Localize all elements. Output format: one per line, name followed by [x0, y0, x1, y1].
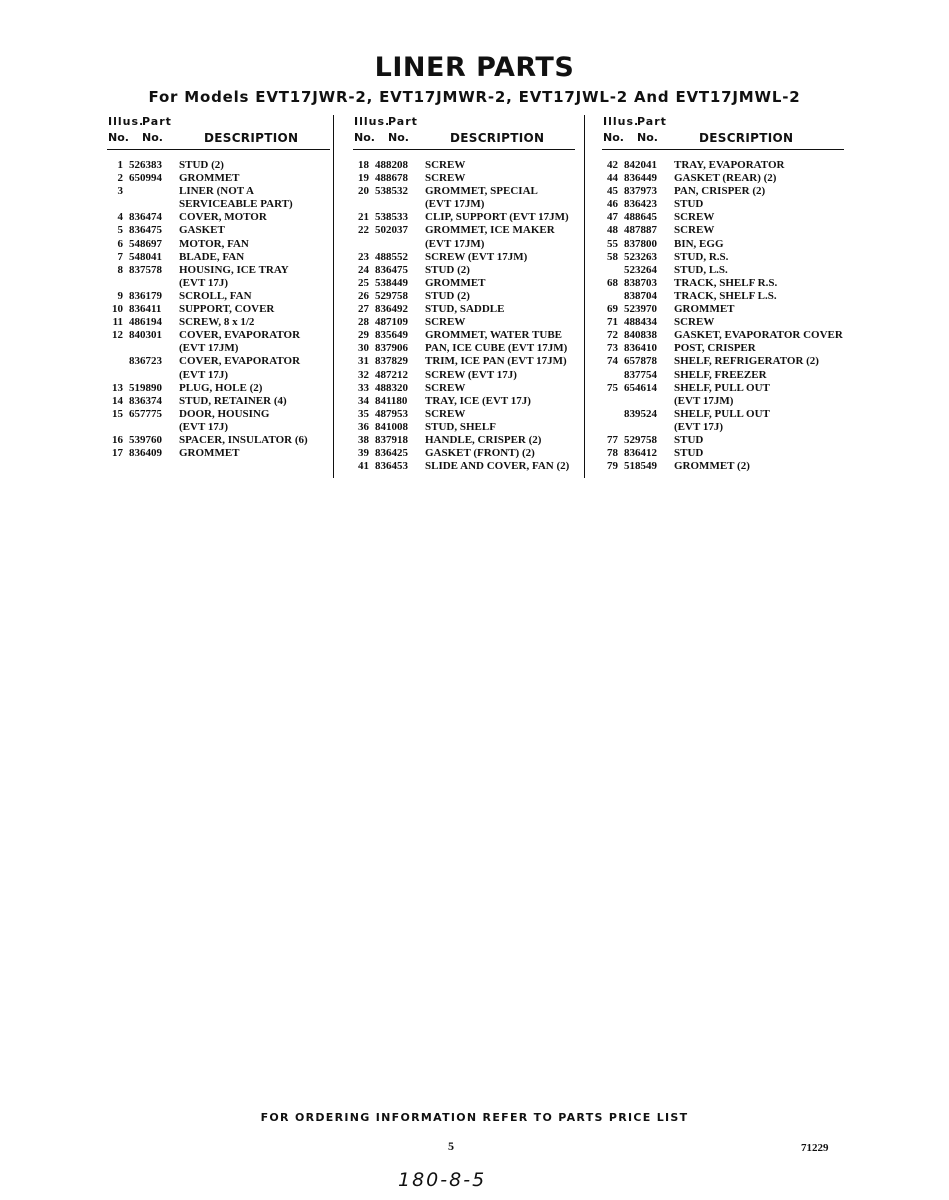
part-description: GASKET (REAR) (2) — [674, 172, 777, 185]
part-number: 538533 — [375, 211, 408, 224]
part-number: 842041 — [624, 159, 657, 171]
part-number: 502037 — [375, 224, 408, 237]
table-row — [107, 329, 330, 342]
part-description: (EVT 17J) — [674, 420, 723, 433]
illus-number: 75 — [607, 381, 618, 394]
header-description: DESCRIPTION — [204, 131, 299, 145]
header-part: Part — [142, 115, 172, 128]
part-number: 836453 — [375, 460, 408, 473]
header-part: Part — [637, 115, 667, 128]
illus-number: 17 — [112, 447, 123, 460]
table-row — [602, 251, 844, 264]
part-number: 488208 — [375, 159, 408, 171]
table-row — [107, 211, 330, 224]
column-header — [602, 113, 844, 150]
part-description: (EVT 17J) — [179, 368, 228, 381]
table-row — [602, 421, 844, 434]
part-description: SCREW — [425, 381, 466, 394]
part-number: 523264 — [624, 263, 657, 276]
part-number: 488678 — [375, 172, 408, 185]
table-row — [353, 434, 575, 447]
part-number: 548041 — [129, 250, 162, 263]
parts-list — [107, 159, 330, 460]
table-row — [602, 342, 844, 355]
illus-number: 19 — [358, 172, 369, 185]
illus-number: 16 — [112, 433, 123, 446]
part-number: 488552 — [375, 250, 408, 263]
column-header — [353, 113, 575, 150]
part-number: 529758 — [624, 433, 657, 446]
part-number: 836449 — [624, 172, 657, 185]
column-header — [107, 113, 330, 150]
part-description: GROMMET, ICE MAKER — [425, 224, 555, 237]
part-description: GROMMET — [179, 172, 240, 185]
table-row — [602, 355, 844, 368]
parts-column-1 — [107, 113, 330, 460]
illus-number: 13 — [112, 381, 123, 394]
part-description: STUD, SHELF — [425, 420, 496, 433]
table-row — [602, 172, 844, 185]
part-number: 526383 — [129, 159, 162, 171]
part-description: (EVT 17JM) — [674, 394, 734, 407]
part-number: 519890 — [129, 381, 162, 394]
part-number: 835649 — [375, 329, 408, 342]
part-number: 836409 — [129, 447, 162, 460]
part-number: 657878 — [624, 355, 657, 368]
part-number: 840301 — [129, 329, 162, 342]
table-row — [602, 211, 844, 224]
illus-number: 78 — [607, 447, 618, 460]
part-description: SCREW — [674, 211, 715, 224]
illus-number: 48 — [607, 224, 618, 237]
part-description: (EVT 17JM) — [179, 342, 239, 355]
table-row — [107, 264, 330, 277]
part-description: COVER, EVAPORATOR — [179, 355, 301, 368]
illus-number: 15 — [112, 407, 123, 420]
handwritten-note: 180-8-5 — [398, 1169, 487, 1191]
part-description: SCREW — [425, 316, 466, 329]
table-row — [107, 303, 330, 316]
illus-number: 3 — [117, 185, 123, 198]
table-row — [353, 290, 575, 303]
part-description: LINER (NOT A — [179, 185, 254, 198]
illus-number: 24 — [358, 263, 369, 276]
part-number: 836423 — [624, 198, 657, 211]
table-row — [602, 264, 844, 277]
part-description: SCREW — [674, 224, 715, 237]
part-description: SCREW (EVT 17JM) — [425, 250, 528, 263]
header-illus-no: No. — [603, 131, 624, 144]
table-row — [353, 329, 575, 342]
illus-number: 27 — [358, 303, 369, 316]
illus-number: 45 — [607, 185, 618, 198]
table-row — [602, 290, 844, 303]
part-number: 657775 — [129, 407, 162, 420]
part-number: 538449 — [375, 276, 408, 289]
part-number: 841008 — [375, 420, 408, 433]
illus-number: 58 — [607, 250, 618, 263]
parts-list — [353, 159, 575, 473]
part-number: 837918 — [375, 433, 408, 446]
part-description: STUD, R.S. — [674, 250, 729, 263]
page-subtitle: For Models EVT17JWR-2, EVT17JMWR-2, EVT17JWL-2 And EVT17JMWL-2 — [148, 88, 801, 106]
part-number: 836412 — [624, 447, 657, 460]
part-number: 836179 — [129, 289, 162, 302]
table-row — [602, 238, 844, 251]
parts-list — [602, 159, 844, 473]
table-row — [353, 395, 575, 408]
illus-number: 22 — [358, 224, 369, 237]
table-row — [107, 408, 330, 421]
table-row — [107, 290, 330, 303]
part-number: 836374 — [129, 394, 162, 407]
illus-number: 1 — [117, 159, 123, 171]
part-number: 838703 — [624, 276, 657, 289]
table-row — [353, 211, 575, 224]
part-description: SHELF, PULL OUT — [674, 381, 770, 394]
illus-number: 44 — [607, 172, 618, 185]
part-number: 487109 — [375, 316, 408, 329]
table-row — [353, 460, 575, 473]
table-row — [107, 342, 330, 355]
part-number: 488645 — [624, 211, 657, 224]
part-description: (EVT 17JM) — [425, 237, 485, 250]
part-number: 837800 — [624, 237, 657, 250]
part-description: GASKET — [179, 224, 225, 237]
table-row — [602, 460, 844, 473]
part-number: 654614 — [624, 381, 657, 394]
illus-number: 32 — [358, 368, 369, 381]
part-number: 487212 — [375, 368, 408, 381]
part-description: SPACER, INSULATOR (6) — [179, 433, 308, 446]
table-row — [107, 316, 330, 329]
illus-number: 14 — [112, 394, 123, 407]
illus-number: 34 — [358, 394, 369, 407]
part-description: SCREW, 8 x 1/2 — [179, 316, 255, 329]
part-description: STUD — [674, 433, 704, 446]
part-number: 840838 — [624, 329, 657, 342]
table-row — [602, 447, 844, 460]
table-row — [107, 434, 330, 447]
part-description: COVER, EVAPORATOR — [179, 329, 301, 342]
part-number: 518549 — [624, 460, 657, 473]
part-number: 548697 — [129, 237, 162, 250]
part-description: STUD — [674, 198, 704, 211]
table-row — [353, 355, 575, 368]
part-description: COVER, MOTOR — [179, 211, 267, 224]
column-divider-1 — [333, 115, 334, 478]
part-description: SCREW — [425, 407, 466, 420]
part-description: TRIM, ICE PAN (EVT 17JM) — [425, 355, 567, 368]
part-number: 836474 — [129, 211, 162, 224]
part-description: STUD, SADDLE — [425, 303, 505, 316]
part-number: 836475 — [129, 224, 162, 237]
part-number: 837754 — [624, 368, 657, 381]
part-description: SERVICEABLE PART) — [179, 198, 293, 211]
illus-number: 46 — [607, 198, 618, 211]
part-description: POST, CRISPER — [674, 342, 756, 355]
part-description: STUD (2) — [179, 159, 224, 171]
table-row — [602, 434, 844, 447]
part-description: STUD (2) — [425, 263, 470, 276]
parts-column-2 — [353, 113, 575, 473]
part-description: PAN, CRISPER (2) — [674, 185, 766, 198]
column-divider-2 — [584, 115, 585, 478]
part-description: SHELF, REFRIGERATOR (2) — [674, 355, 819, 368]
part-description: SHELF, PULL OUT — [674, 407, 770, 420]
illus-number: 41 — [358, 460, 369, 473]
part-description: STUD (2) — [425, 289, 470, 302]
header-description: DESCRIPTION — [699, 131, 794, 145]
part-description: GROMMET, WATER TUBE — [425, 329, 563, 342]
table-row — [107, 238, 330, 251]
part-description: STUD — [674, 447, 704, 460]
table-row — [602, 224, 844, 237]
table-row — [353, 447, 575, 460]
illus-number: 29 — [358, 329, 369, 342]
illus-number: 73 — [607, 342, 618, 355]
part-number: 650994 — [129, 172, 162, 185]
illus-number: 47 — [607, 211, 618, 224]
part-description: DOOR, HOUSING — [179, 407, 270, 420]
part-description: SHELF, FREEZER — [674, 368, 767, 381]
illus-number: 11 — [112, 316, 123, 329]
part-description: CLIP, SUPPORT (EVT 17JM) — [425, 211, 569, 224]
illus-number: 35 — [358, 407, 369, 420]
table-row — [602, 369, 844, 382]
table-row — [602, 316, 844, 329]
part-number: 837578 — [129, 263, 162, 276]
part-description: PAN, ICE CUBE (EVT 17JM) — [425, 342, 568, 355]
part-description: TRAY, EVAPORATOR — [674, 159, 785, 171]
part-description: (EVT 17J) — [179, 276, 228, 289]
part-description: (EVT 17JM) — [425, 198, 485, 211]
part-description: GROMMET, SPECIAL — [425, 185, 538, 198]
illus-number: 69 — [607, 303, 618, 316]
part-number: 539760 — [129, 433, 162, 446]
table-row — [353, 369, 575, 382]
parts-column-3 — [602, 113, 844, 473]
page-title: LINER PARTS — [374, 52, 575, 83]
table-row — [107, 382, 330, 395]
table-row — [602, 329, 844, 342]
header-illus-no: No. — [108, 131, 129, 144]
part-number: 488320 — [375, 381, 408, 394]
part-description: SCREW — [674, 316, 715, 329]
part-number: 837906 — [375, 342, 408, 355]
part-description: MOTOR, FAN — [179, 237, 249, 250]
part-number: 836492 — [375, 303, 408, 316]
part-number: 841180 — [375, 394, 408, 407]
table-row — [107, 172, 330, 185]
part-description: SCREW (EVT 17J) — [425, 368, 517, 381]
part-description: STUD, L.S. — [674, 263, 728, 276]
table-row — [107, 421, 330, 434]
header-illus: Illus. — [354, 115, 391, 128]
illus-number: 36 — [358, 420, 369, 433]
part-number: 529758 — [375, 289, 408, 302]
header-description: DESCRIPTION — [450, 131, 545, 145]
illus-number: 71 — [607, 316, 618, 329]
table-row — [602, 395, 844, 408]
table-row — [602, 159, 844, 172]
illus-number: 10 — [112, 303, 123, 316]
illus-number: 33 — [358, 381, 369, 394]
part-number: 487887 — [624, 224, 657, 237]
table-row — [353, 408, 575, 421]
part-number: 538532 — [375, 185, 408, 198]
table-row — [353, 382, 575, 395]
part-description: GROMMET — [425, 276, 486, 289]
part-description: (EVT 17J) — [179, 420, 228, 433]
illus-number: 20 — [358, 185, 369, 198]
illus-number: 31 — [358, 355, 369, 368]
illus-number: 18 — [358, 159, 369, 171]
part-description: SCREW — [425, 159, 466, 171]
table-row — [353, 342, 575, 355]
table-row — [353, 264, 575, 277]
header-part-no: No. — [388, 131, 409, 144]
part-description: GASKET (FRONT) (2) — [425, 447, 535, 460]
table-row — [107, 277, 330, 290]
header-part-no: No. — [142, 131, 163, 144]
table-row — [353, 251, 575, 264]
part-description: SCROLL, FAN — [179, 289, 252, 302]
illus-number: 28 — [358, 316, 369, 329]
header-part-no: No. — [637, 131, 658, 144]
illus-number: 7 — [117, 250, 123, 263]
part-description: TRACK, SHELF L.S. — [674, 289, 777, 302]
header-illus-no: No. — [354, 131, 375, 144]
table-row — [353, 421, 575, 434]
table-row — [107, 395, 330, 408]
part-number: 523970 — [624, 303, 657, 316]
illus-number: 2 — [117, 172, 123, 185]
illus-number: 74 — [607, 355, 618, 368]
part-description: SLIDE AND COVER, FAN (2) — [425, 460, 570, 473]
table-row — [107, 224, 330, 237]
part-description: STUD, RETAINER (4) — [179, 394, 287, 407]
part-description: PLUG, HOLE (2) — [179, 381, 263, 394]
illus-number: 79 — [607, 460, 618, 473]
page-number: 5 — [448, 1139, 454, 1153]
table-row — [353, 238, 575, 251]
part-number: 836425 — [375, 447, 408, 460]
illus-number: 6 — [117, 237, 123, 250]
part-number: 836475 — [375, 263, 408, 276]
illus-number: 9 — [117, 289, 123, 302]
table-row — [602, 382, 844, 395]
part-description: GASKET, EVAPORATOR COVER — [674, 329, 843, 342]
part-description: HOUSING, ICE TRAY — [179, 263, 289, 276]
part-description: HANDLE, CRISPER (2) — [425, 433, 542, 446]
illus-number: 21 — [358, 211, 369, 224]
part-number: 837829 — [375, 355, 408, 368]
header-illus: Illus. — [108, 115, 145, 128]
illus-number: 39 — [358, 447, 369, 460]
part-description: TRACK, SHELF R.S. — [674, 276, 778, 289]
table-row — [107, 159, 330, 172]
part-description: GROMMET (2) — [674, 460, 750, 473]
illus-number: 77 — [607, 433, 618, 446]
part-number: 487953 — [375, 407, 408, 420]
table-row — [353, 224, 575, 237]
part-number: 836410 — [624, 342, 657, 355]
part-description: BIN, EGG — [674, 237, 724, 250]
ordering-note: FOR ORDERING INFORMATION REFER TO PARTS PRICE LIST — [260, 1111, 689, 1124]
header-part: Part — [388, 115, 418, 128]
part-description: TRAY, ICE (EVT 17J) — [425, 394, 531, 407]
table-row — [353, 172, 575, 185]
illus-number: 55 — [607, 237, 618, 250]
illus-number: 23 — [358, 250, 369, 263]
part-number: 488434 — [624, 316, 657, 329]
illus-number: 5 — [117, 224, 123, 237]
part-number: 836411 — [129, 303, 162, 316]
illus-number: 30 — [358, 342, 369, 355]
table-row — [353, 185, 575, 198]
part-number: 486194 — [129, 316, 162, 329]
part-description: BLADE, FAN — [179, 250, 245, 263]
illus-number: 25 — [358, 276, 369, 289]
illus-number: 38 — [358, 433, 369, 446]
table-row — [107, 447, 330, 460]
part-number: 523263 — [624, 250, 657, 263]
table-row — [602, 198, 844, 211]
part-description: SCREW — [425, 172, 466, 185]
header-illus: Illus. — [603, 115, 640, 128]
illus-number: 8 — [117, 263, 123, 276]
table-row — [353, 277, 575, 290]
table-row — [107, 355, 330, 368]
table-row — [107, 198, 330, 211]
part-number: 836723 — [129, 355, 162, 368]
table-row — [353, 198, 575, 211]
illus-number: 42 — [607, 159, 618, 171]
table-row — [353, 316, 575, 329]
table-row — [602, 277, 844, 290]
table-row — [353, 159, 575, 172]
part-number: 838704 — [624, 289, 657, 302]
part-number: 839524 — [624, 407, 657, 420]
illus-number: 4 — [117, 211, 123, 224]
table-row — [602, 303, 844, 316]
illus-number: 68 — [607, 276, 618, 289]
table-row — [353, 303, 575, 316]
illus-number: 12 — [112, 329, 123, 342]
illus-number: 26 — [358, 289, 369, 302]
document-number: 71229 — [801, 1142, 829, 1154]
table-row — [107, 185, 330, 198]
part-description: SUPPORT, COVER — [179, 303, 275, 316]
table-row — [107, 251, 330, 264]
illus-number: 72 — [607, 329, 618, 342]
part-description: GROMMET — [179, 447, 240, 460]
part-description: GROMMET — [674, 303, 735, 316]
table-row — [107, 369, 330, 382]
table-row — [602, 185, 844, 198]
table-row — [602, 408, 844, 421]
part-number: 837973 — [624, 185, 657, 198]
